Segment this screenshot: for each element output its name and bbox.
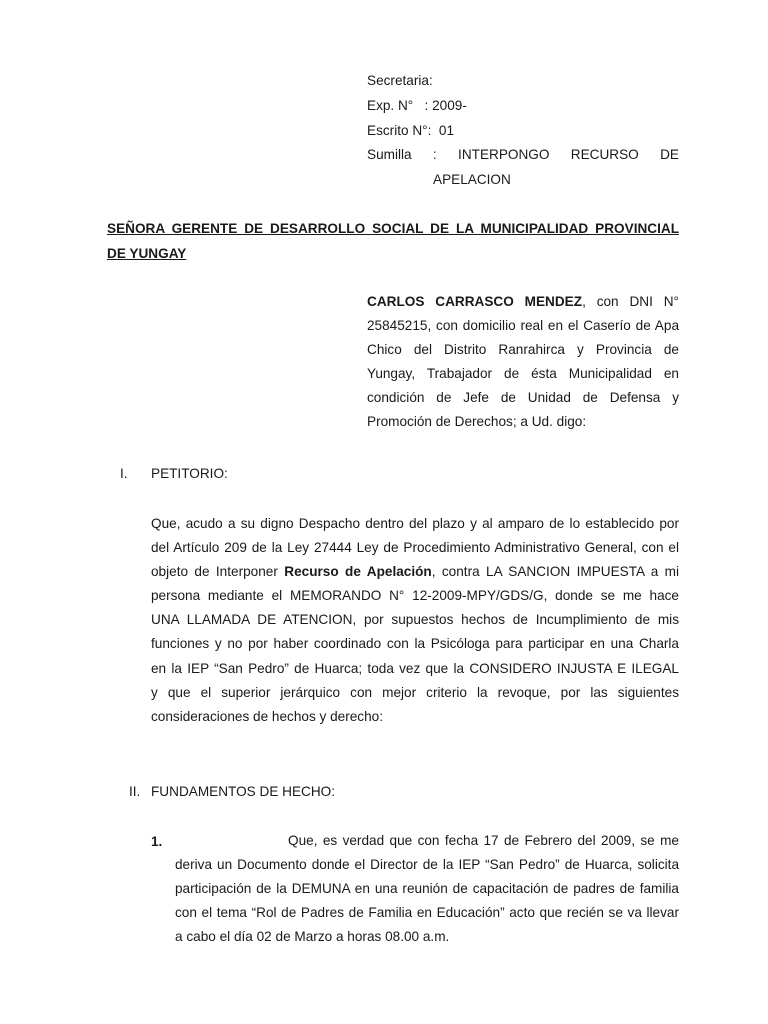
- recurso-apelacion-bold: Recurso de Apelación: [284, 564, 432, 580]
- intro-line-2: 25845215, con domicilio real en el Caserío de Apa: [367, 318, 679, 334]
- sumilla-word-1: INTERPONGO: [458, 147, 550, 162]
- petitorio-line-3-post: , contra LA SANCION IMPUESTA a mi: [431, 564, 679, 580]
- intro-line-6: Promoción de Derechos; a Ud. digo:: [367, 414, 587, 430]
- sumilla-line: [367, 147, 679, 162]
- petitioner-name: CARLOS CARRASCO MENDEZ: [367, 294, 583, 309]
- intro-line-5: condición de Jefe de Unidad de Defensa y: [367, 390, 679, 406]
- intro-line-4: Yungay, Trabajador de ésta Municipalidad en: [367, 366, 679, 382]
- secretaria-label: Secretaria:: [367, 73, 433, 88]
- petitorio-line-6: funciones y no por haber coordinado con la Psicóloga para participar en una Charla: [151, 636, 679, 652]
- petitorio-line-7: en la IEP “San Pedro” de Huarca; toda vez que la CONSIDERO INJUSTA E ILEGAL: [151, 660, 679, 676]
- petitorio-line-2: del Artículo 209 de la Ley 27444 Ley de Procedimiento Administrativo General, con el: [151, 540, 679, 556]
- petitorio-line-4: persona mediante el MEMORANDO N° 12-2009-MPY/GDS/G, donde se me hace: [151, 588, 679, 604]
- expediente-number: Exp. N° : 2009-: [367, 98, 467, 113]
- petitorio-line-8: y que el superior jerárquico con mejor criterio la revoque, por las siguientes: [151, 684, 679, 700]
- intro-line-1: [367, 290, 679, 314]
- intro-paragraph: [367, 290, 679, 435]
- intro-line-3: Chico del Distrito Ranrahirca y Provincia de: [367, 342, 679, 358]
- petitorio-line-1: Que, acudo a su digno Despacho dentro del plazo y al amparo de lo establecido por: [151, 516, 679, 531]
- sumilla-word-3: DE: [660, 147, 679, 162]
- addressee-line-1: SEÑORA GERENTE DE DESARROLLO SOCIAL DE LA MUNICIPALIDAD PROVINCIAL: [107, 221, 679, 236]
- petitorio-line-9: consideraciones de hechos y derecho:: [151, 708, 383, 724]
- fundamento-1-line-5: a cabo el día 02 de Marzo a horas 08.00 a.m.: [175, 929, 450, 945]
- fundamento-1-line-1: Que, es verdad que con fecha 17 de Febrero del 2009, se me: [288, 833, 679, 848]
- petitorio-paragraph: [151, 512, 679, 729]
- fundamento-1-paragraph: [175, 829, 679, 949]
- petitorio-line-3: [151, 560, 679, 584]
- fundamento-1-line-4: con el tema “Rol de Padres de Familia en Educación” acto que recién se va llevar: [175, 905, 679, 921]
- escrito-number: Escrito N°: 01: [367, 123, 455, 138]
- intro-line-1-rest: , con DNI N°: [582, 294, 679, 309]
- fundamento-1-line-2: deriva un Documento donde el Director de la IEP “San Pedro” de Huarca, solicita: [175, 857, 679, 873]
- section-2-number: II.: [129, 784, 141, 799]
- addressee-heading: [107, 216, 679, 266]
- petitorio-line-3-pre: objeto de Interponer: [151, 564, 285, 580]
- petitorio-line-5: UNA LLAMADA DE ATENCION, por supuestos hechos de Incumplimiento de mis: [151, 612, 679, 628]
- addressee-line-2: DE YUNGAY: [107, 246, 187, 261]
- sumilla-label: Sumilla: [367, 147, 412, 162]
- section-1-number: I.: [120, 466, 128, 481]
- item-1-number: 1.: [151, 834, 163, 849]
- sumilla-continuation: APELACION: [433, 172, 511, 187]
- section-2-heading: FUNDAMENTOS DE HECHO:: [151, 784, 336, 799]
- fundamento-1-line-3: participación de la DEMUNA en una reunión de capacitación de padres de familia: [175, 881, 679, 897]
- section-1-heading: PETITORIO:: [151, 466, 228, 481]
- sumilla-word-2: RECURSO: [570, 147, 639, 162]
- sumilla-colon: :: [432, 147, 437, 162]
